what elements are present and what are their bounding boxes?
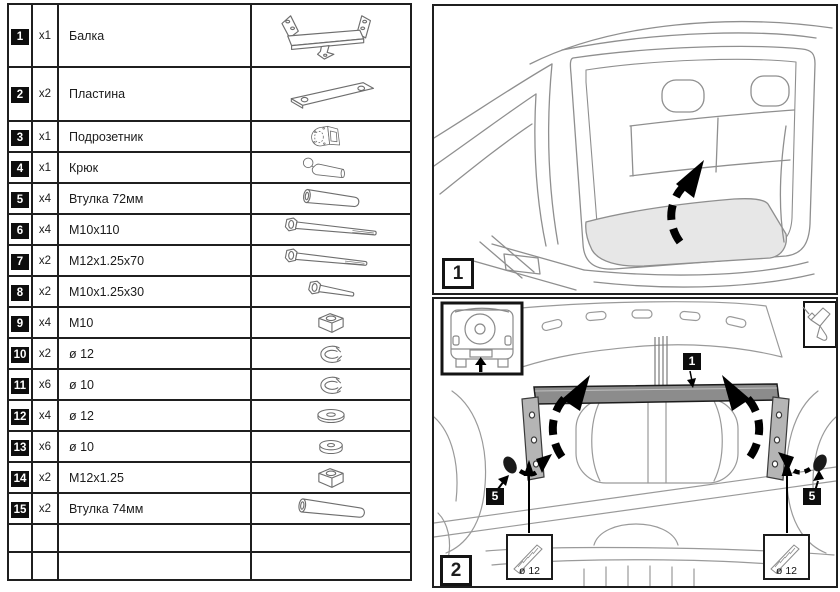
step-1-panel xyxy=(432,4,838,295)
step-2-panel xyxy=(432,297,838,588)
row-quantity: x4 xyxy=(32,214,58,245)
hanging-studs xyxy=(655,336,667,391)
row-quantity: x1 xyxy=(32,4,58,67)
parts-table-body xyxy=(8,4,411,580)
plate-icon xyxy=(252,77,410,111)
row-quantity: x2 xyxy=(32,276,58,307)
row-number-badge: 1 xyxy=(11,29,29,45)
hex-nut-icon xyxy=(252,309,410,337)
bolt-70-icon xyxy=(252,247,410,275)
bushing-72-icon xyxy=(252,185,410,213)
drill-diameter-label-right: ø 12 xyxy=(775,565,797,577)
row-number-badge: 3 xyxy=(11,130,29,146)
row-number-badge: 11 xyxy=(11,378,29,394)
step-2-label: 2 xyxy=(440,555,472,586)
drill-diameter-label-left: ø 12 xyxy=(518,565,540,577)
row-part-name: Втулка 74мм xyxy=(58,493,251,524)
row-quantity: x6 xyxy=(32,369,58,400)
row-number-badge: 8 xyxy=(11,285,29,301)
step-1-label: 1 xyxy=(442,258,474,289)
headrest-right xyxy=(751,76,789,106)
flat-washer-12-icon xyxy=(252,402,410,430)
table-row xyxy=(8,276,411,307)
row-number-badge: 9 xyxy=(11,316,29,332)
beam-icon xyxy=(252,11,410,61)
row-part-name: Втулка 72мм xyxy=(58,183,251,214)
row-quantity: x2 xyxy=(32,462,58,493)
spring-washer-icon xyxy=(252,371,410,399)
row-part-name: М12х1.25х70 xyxy=(58,245,251,276)
row-part-name: ø 10 xyxy=(58,369,251,400)
table-row xyxy=(8,400,411,431)
row-number-badge: 12 xyxy=(11,409,29,425)
spring-washer-icon xyxy=(252,340,410,368)
row-part-name: Подрозетник xyxy=(58,121,251,152)
row-quantity: x2 xyxy=(32,338,58,369)
socket-bracket-icon xyxy=(252,123,410,151)
row-quantity: x2 xyxy=(32,67,58,121)
row-number-badge: 5 xyxy=(11,192,29,208)
hook-icon xyxy=(252,154,410,182)
hex-nut-icon xyxy=(252,464,410,492)
headrest-left xyxy=(662,80,704,112)
flat-washer-10-icon xyxy=(252,433,410,461)
bushing-tag-right: 5 xyxy=(803,488,821,505)
bushing-tag-left: 5 xyxy=(486,488,504,505)
table-row xyxy=(8,493,411,524)
table-row xyxy=(8,183,411,214)
bolt-110-icon xyxy=(252,216,410,244)
row-quantity: x2 xyxy=(32,245,58,276)
trunk-view-drawing xyxy=(434,6,836,293)
table-row xyxy=(8,369,411,400)
fuel-tank xyxy=(576,399,738,483)
table-row xyxy=(8,214,411,245)
row-number-badge: 13 xyxy=(11,440,29,456)
car-rear-inset xyxy=(442,303,522,374)
row-part-name: М10 xyxy=(58,307,251,338)
row-part-name: ø 12 xyxy=(58,400,251,431)
table-row xyxy=(8,462,411,493)
row-quantity: x4 xyxy=(32,400,58,431)
empty-row xyxy=(8,524,411,552)
row-number-badge: 4 xyxy=(11,161,29,177)
row-quantity: x1 xyxy=(32,121,58,152)
row-quantity: x6 xyxy=(32,431,58,462)
bolt-30-icon xyxy=(252,278,410,306)
drill-point-arrows xyxy=(525,463,791,533)
trunk-mat xyxy=(586,199,787,266)
row-part-name: Пластина xyxy=(58,67,251,121)
table-row xyxy=(8,245,411,276)
row-part-name: Балка xyxy=(58,4,251,67)
table-row xyxy=(8,67,411,121)
parts-table xyxy=(7,3,412,581)
table-row xyxy=(8,152,411,183)
row-quantity: x4 xyxy=(32,307,58,338)
row-part-name: ø 10 xyxy=(58,431,251,462)
empty-row xyxy=(8,552,411,580)
row-number-badge: 7 xyxy=(11,254,29,270)
row-quantity: x1 xyxy=(32,152,58,183)
mounting-brackets xyxy=(522,397,789,480)
row-part-name: М10х110 xyxy=(58,214,251,245)
row-part-name: М10х1.25х30 xyxy=(58,276,251,307)
row-part-name: М12х1.25 xyxy=(58,462,251,493)
table-row xyxy=(8,307,411,338)
row-quantity: x4 xyxy=(32,183,58,214)
row-number-badge: 2 xyxy=(11,87,29,103)
row-number-badge: 14 xyxy=(11,471,29,487)
underbody-drawing xyxy=(434,299,836,586)
row-number-badge: 15 xyxy=(11,502,29,518)
row-quantity: x2 xyxy=(32,493,58,524)
table-row xyxy=(8,338,411,369)
table-row xyxy=(8,121,411,152)
row-part-name: ø 12 xyxy=(58,338,251,369)
drill-tool-box xyxy=(803,302,836,347)
row-number-badge: 6 xyxy=(11,223,29,239)
beam-number-tag: 1 xyxy=(683,353,701,370)
table-row xyxy=(8,431,411,462)
row-part-name: Крюк xyxy=(58,152,251,183)
row-number-badge: 10 xyxy=(11,347,29,363)
bushing-74-icon xyxy=(252,495,410,523)
table-row xyxy=(8,4,411,67)
